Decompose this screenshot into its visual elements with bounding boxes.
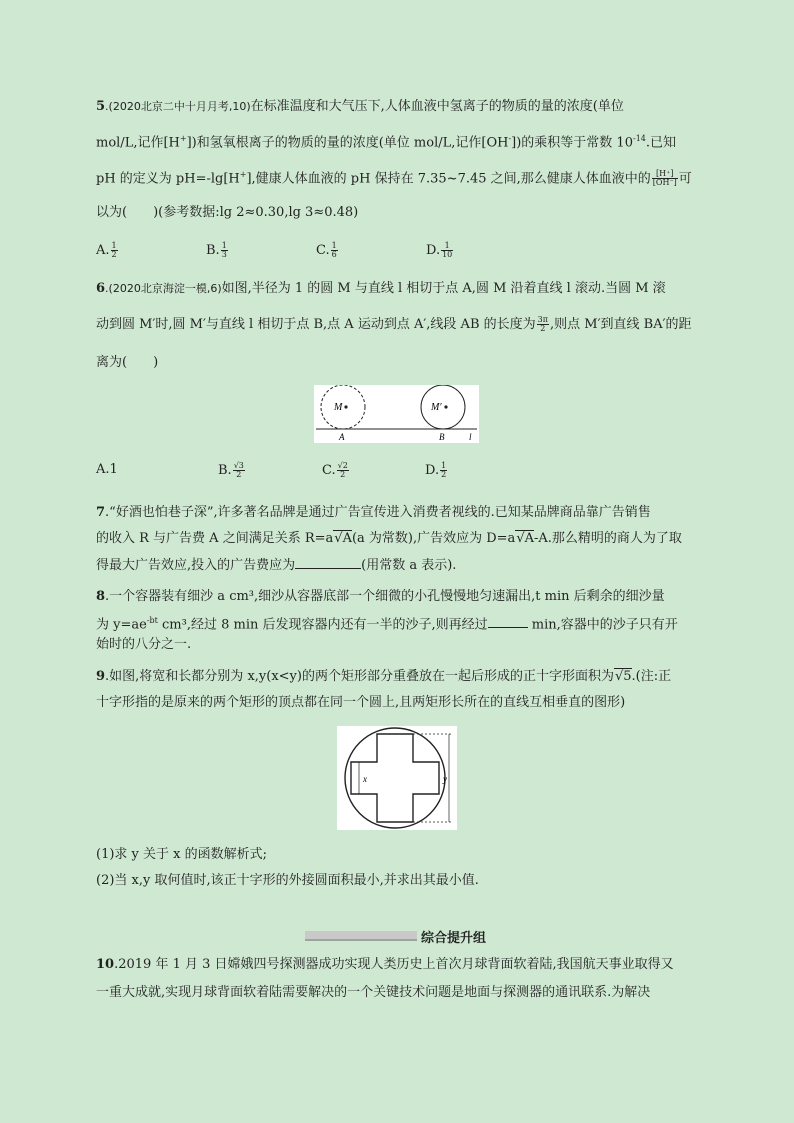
q6-line2: 动到圆 M′时,圆 M′与直线 l 相切于点 B,点 A 运动到点 A′,线段 AB 的长度为 $\frac{3\pi}{2}$ ,则点 M′到直线 BA′的距 bbox=[96, 315, 692, 333]
label-y: y bbox=[443, 774, 447, 784]
q8-answer-blank[interactable] bbox=[488, 615, 528, 628]
q5-line1: 5.(2020北京二中十月月考,10)在标准温度和大气压下,人体血液中氢离子的物质的量的浓度(单位 bbox=[96, 99, 624, 114]
label-x: x bbox=[363, 774, 367, 784]
q10-line1: 10.2019 年 1 月 3 日嫦娥四号探测器成功实现人类历史上首次月球背面软着陆,我国航天事业取得又 bbox=[96, 957, 674, 972]
circle-m-prime bbox=[421, 385, 465, 429]
q5-option-b[interactable]: B. $\frac{1}{3}$ bbox=[206, 241, 227, 259]
q6-option-b[interactable]: B. $\frac{√3}{2}$ bbox=[218, 461, 244, 479]
label-m-prime: M′ bbox=[431, 402, 442, 413]
q6-option-a[interactable]: A.1 bbox=[96, 462, 118, 477]
q9-sub2: (2)当 x,y 取何值时,该正十字形的外接圆面积最小,并求出其最小值. bbox=[96, 873, 479, 888]
q9-line1: 9.如图,将宽和长都分别为 x,y(x<y)的两个矩形部分重叠放在一起后形成的正十字形面积为√5.(注:正 bbox=[96, 669, 672, 684]
q5-option-a[interactable]: A. $\frac{1}{2}$ bbox=[96, 241, 117, 259]
q6-source: .(2020北京海淀一模,6) bbox=[105, 282, 222, 295]
q8-line2: 为 $y=ae^{-bt}$ cm³,经过 8 min 后发现容器内还有一半的沙子,则再经过 min,容器中的沙子只有开 bbox=[96, 616, 678, 633]
q7-number: 7 bbox=[96, 505, 106, 520]
q5-option-c[interactable]: C. $\frac{1}{6}$ bbox=[316, 241, 337, 259]
q5-number: 5 bbox=[96, 99, 106, 114]
q9-sub1: (1)求 y 关于 x 的函数解析式; bbox=[96, 847, 267, 862]
q8-line1: 8.一个容器装有细沙 a cm³,细沙从容器底部一个细微的小孔慢慢地匀速漏出,t min 后剩余的细沙量 bbox=[96, 589, 665, 604]
section-divider-bar bbox=[305, 931, 417, 941]
q6-option-c[interactable]: C. $\frac{√2}{2}$ bbox=[322, 461, 348, 479]
q6-line1: 6.(2020北京海淀一模,6)如图,半径为 1 的圆 M 与直线 l 相切于点 A,圆 M 沿着直线 l 滚动.当圆 M 滚 bbox=[96, 281, 666, 296]
cross-shape-figure bbox=[337, 726, 457, 830]
q7-line2: 的收入 R 与广告费 A 之间满足关系 R=a√A(a 为常数),广告效应为 D=a√A-A.那么精明的商人为了取 bbox=[96, 531, 682, 546]
q7-answer-blank[interactable] bbox=[295, 556, 361, 569]
label-m: M bbox=[334, 402, 343, 413]
label-a: A bbox=[339, 432, 345, 442]
q7-line3: 得最大广告效应,投入的广告费应为 (用常数 a 表示). bbox=[96, 558, 457, 573]
q7-line1: 7.“好酒也怕巷子深”,许多著名品牌是通过广告宣传进入消费者视线的.已知某品牌商品靠广告销售 bbox=[96, 505, 651, 520]
q6-line3: 离为( ) bbox=[96, 355, 159, 370]
q6-number: 6 bbox=[96, 281, 106, 296]
q8-line3: 始时的八分之一. bbox=[96, 637, 192, 652]
label-b: B bbox=[439, 432, 445, 442]
q5-option-d[interactable]: D. $\frac{1}{10}$ bbox=[426, 241, 453, 259]
q6-option-d[interactable]: D. $\frac{1}{2}$ bbox=[425, 461, 447, 479]
q10-line2: 一重大成就,实现月球背面软着陆需要解决的一个关键技术问题是地面与探测器的通讯联系.为解决 bbox=[96, 985, 651, 1000]
q5-line2: mol/L,记作[H+])和氢氧根离子的物质的量的浓度(单位 mol/L,记作[OH-])的乘积等于常数 $10^{-14}$.已知 bbox=[96, 134, 677, 151]
q9-line2: 十字形指的是原来的两个矩形的顶点都在同一个圆上,且两矩形长所在的直线互相垂直的图形) bbox=[96, 695, 626, 710]
q5-line4: 以为( )(参考数据:lg 2≈0.30,lg 3≈0.48) bbox=[96, 205, 359, 220]
q5-ratio-fraction: $\frac{[H^+]}{[OH^-]}$ bbox=[652, 169, 677, 188]
q5-source: .(2020北京二中十月月考,10) bbox=[105, 100, 251, 113]
circle-m bbox=[321, 385, 365, 429]
q5-line3: pH 的定义为 pH=-lg[H+],健康人体血液的 pH 保持在 7.35~7.45 之间,那么健康人体血液中的 $\frac{[H^+]}{[OH^-]}$ 可 bbox=[96, 169, 692, 188]
label-l: l bbox=[469, 432, 472, 442]
q8-number: 8 bbox=[96, 589, 106, 604]
section-title: 综合提升组 bbox=[421, 931, 487, 946]
q10-number: 10 bbox=[96, 957, 115, 972]
rolling-circle-figure bbox=[314, 385, 479, 443]
q9-number: 9 bbox=[96, 669, 106, 684]
